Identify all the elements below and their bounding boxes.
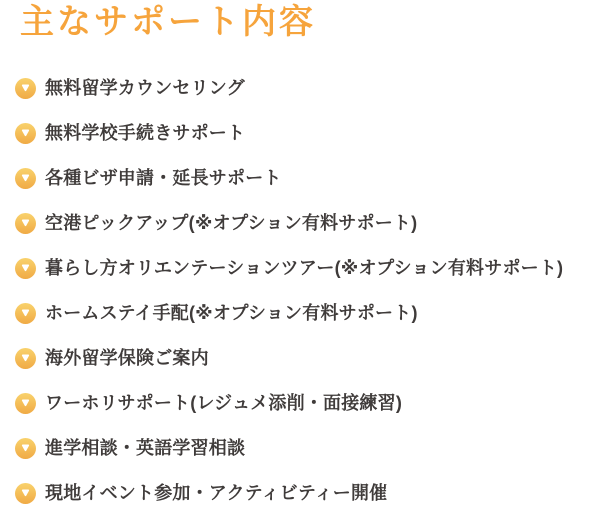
list-item-label: 進学相談・英語学習相談 [45, 437, 246, 458]
down-triangle-circle-icon [15, 348, 36, 369]
down-triangle-circle-icon [15, 483, 36, 504]
list-item-label: 現地イベント参加・アクティビティー開催 [45, 482, 388, 503]
down-triangle-circle-icon [15, 303, 36, 324]
down-triangle-circle-icon [15, 258, 36, 279]
list-item [15, 348, 600, 369]
list-item-label: ワーホリサポート(レジュメ添削・面接練習) [45, 392, 403, 413]
list-item [15, 438, 600, 459]
list-item [15, 123, 600, 144]
down-triangle-circle-icon [15, 393, 36, 414]
list-item-label: 海外留学保険ご案内 [45, 347, 209, 368]
list-item-label: 無料留学カウンセリング [45, 77, 245, 98]
list-item-label: ホームステイ手配(※オプション有料サポート) [45, 302, 418, 323]
page-title: 主なサポート内容 [20, 3, 316, 41]
down-triangle-circle-icon [15, 123, 36, 144]
list-item-label: 空港ピックアップ(※オプション有料サポート) [45, 212, 418, 233]
support-list [0, 78, 600, 504]
list-item [15, 303, 600, 324]
list-item-label: 無料学校手続きサポート [45, 122, 246, 143]
list-item [15, 213, 600, 234]
list-item [15, 78, 600, 99]
down-triangle-circle-icon [15, 438, 36, 459]
list-item-label: 各種ビザ申請・延長サポート [45, 167, 282, 188]
list-item [15, 168, 600, 189]
list-item [15, 483, 600, 504]
down-triangle-circle-icon [15, 78, 36, 99]
list-item [15, 258, 600, 279]
list-item-label: 暮らし方オリエンテーションツアー(※オプション有料サポート) [45, 257, 564, 278]
list-item [15, 393, 600, 414]
down-triangle-circle-icon [15, 168, 36, 189]
down-triangle-circle-icon [15, 213, 36, 234]
